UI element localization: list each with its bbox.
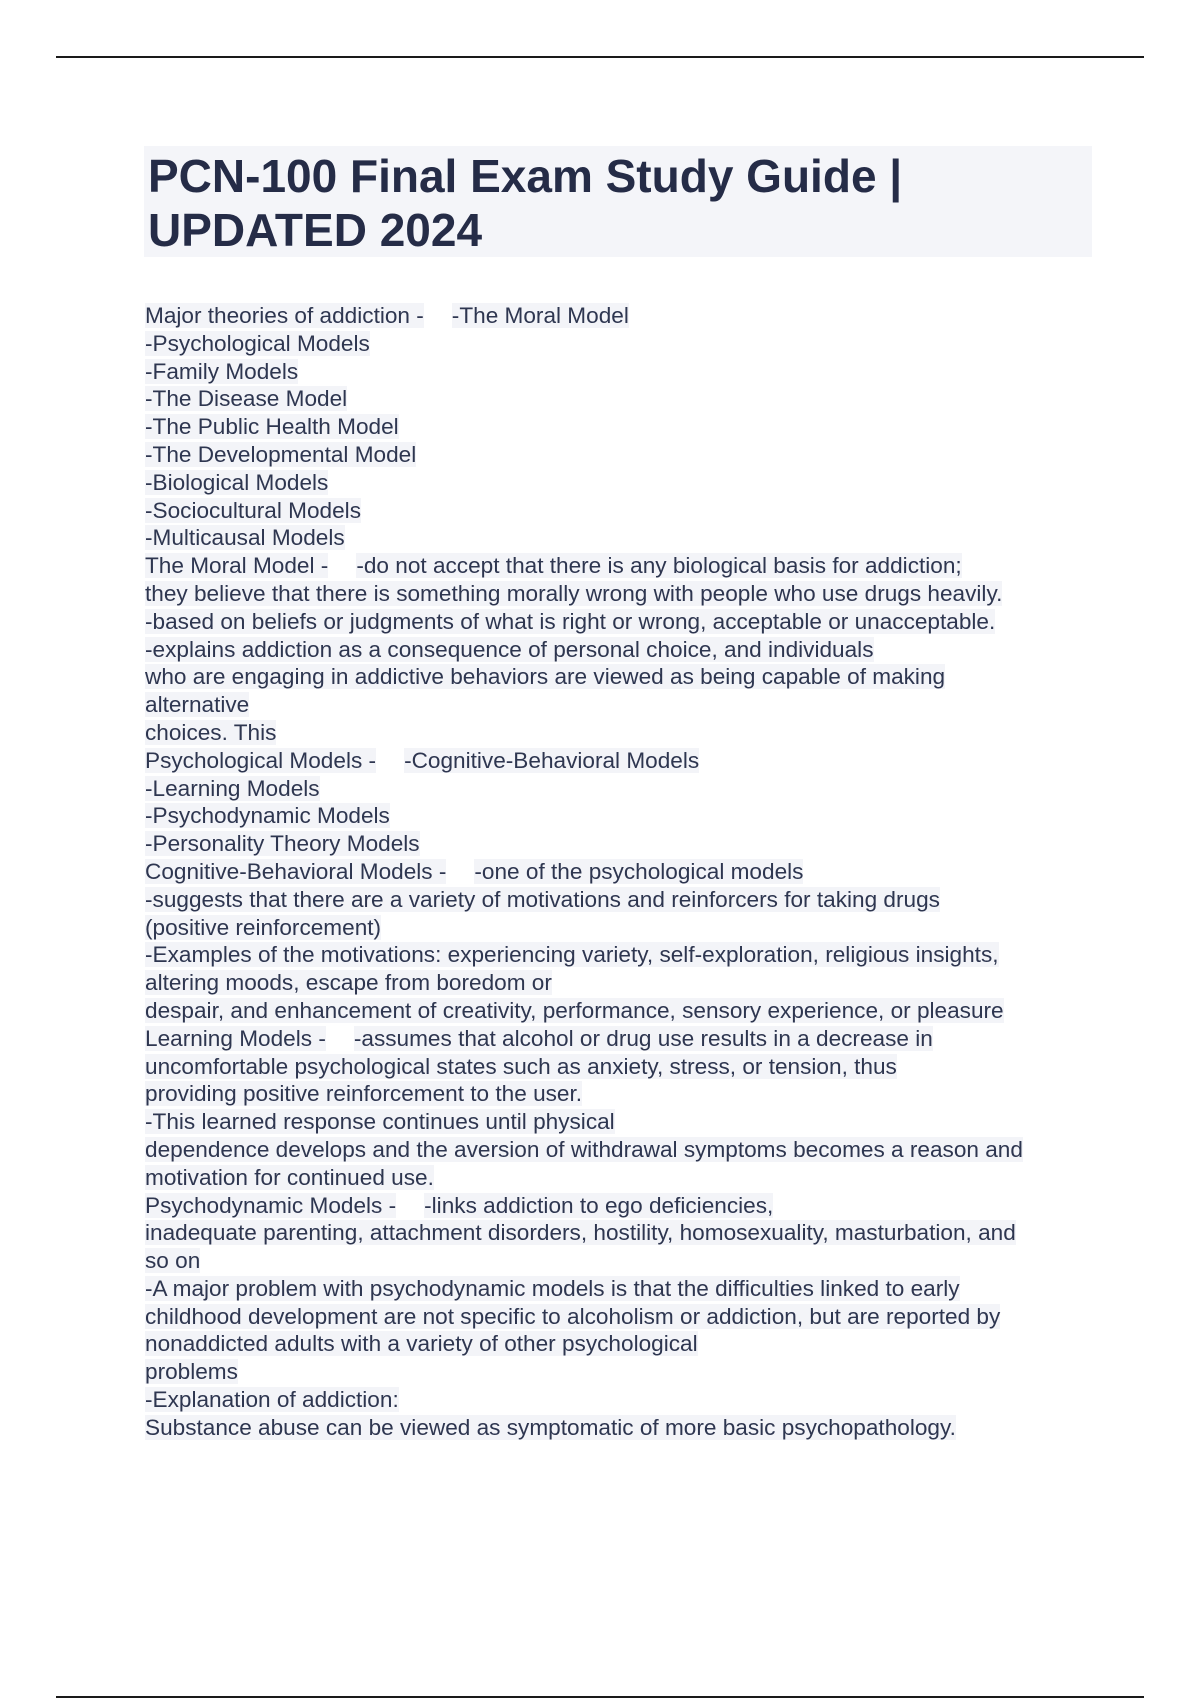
term-line [145, 552, 1095, 580]
line-text: -one of the psychological models [474, 858, 804, 884]
text-line [145, 1219, 1095, 1247]
line-text: -do not accept that there is any biological basis for addiction; [356, 553, 962, 579]
text-line [145, 1136, 1095, 1164]
line-text: who are engaging in addictive behaviors are viewed as being capable of making [145, 664, 946, 690]
line-text: -The Developmental Model [145, 441, 417, 467]
line-text: -Multicausal Models [145, 525, 345, 551]
line-text: despair, and enhancement of creativity, performance, sensory experience, or pleasure [145, 997, 1004, 1023]
text-line [145, 802, 1095, 830]
line-text: dependence develops and the aversion of withdrawal symptoms becomes a reason and [145, 1136, 1023, 1162]
term-line [145, 858, 1095, 886]
top-rule [56, 56, 1144, 58]
text-line [145, 775, 1095, 803]
line-text: -Examples of the motivations: experiencing variety, self-exploration, religious insights, [145, 942, 999, 968]
text-line [145, 330, 1095, 358]
text-line [145, 1053, 1095, 1081]
line-text: -links addiction to ego deficiencies, [424, 1192, 774, 1218]
line-text: uncomfortable psychological states such as anxiety, stress, or tension, thus [145, 1053, 897, 1079]
line-text: nonaddicted adults with a variety of other psychological [145, 1331, 698, 1357]
line-text: -A major problem with psychodynamic models is that the difficulties linked to early [145, 1275, 960, 1301]
term-line [145, 302, 1095, 330]
text-line [145, 385, 1095, 413]
line-text: -Learning Models [145, 775, 320, 801]
text-line [145, 636, 1095, 664]
line-text: providing positive reinforcement to the user. [145, 1081, 583, 1107]
term-label: Psychological Models - [145, 747, 377, 773]
line-text: -Psychodynamic Models [145, 803, 390, 829]
title-line-1: PCN-100 Final Exam Study Guide | [148, 150, 903, 202]
line-text: -Personality Theory Models [145, 831, 420, 857]
text-line [145, 1303, 1095, 1331]
text-line [145, 580, 1095, 608]
text-line [145, 691, 1095, 719]
text-line [145, 997, 1095, 1025]
line-text: -suggests that there are a variety of motivations and reinforcers for taking drugs [145, 886, 940, 912]
text-line [145, 941, 1095, 969]
line-text: motivation for continued use. [145, 1164, 434, 1190]
text-line [145, 1330, 1095, 1358]
line-text: choices. This [145, 719, 277, 745]
term-label: Cognitive-Behavioral Models - [145, 858, 447, 884]
term-line [145, 1192, 1095, 1220]
line-text: problems [145, 1359, 238, 1385]
text-line [145, 469, 1095, 497]
title-line-2: UPDATED 2024 [148, 204, 483, 256]
text-line [145, 441, 1095, 469]
text-line [145, 1358, 1095, 1386]
text-line [145, 1080, 1095, 1108]
bottom-rule [56, 1696, 1144, 1698]
line-text: inadequate parenting, attachment disorders, hostility, homosexuality, masturbation, and [145, 1220, 1016, 1246]
text-line [145, 358, 1095, 386]
line-text: -Biological Models [145, 469, 329, 495]
line-text: -Explanation of addiction: [145, 1387, 399, 1413]
text-line [145, 914, 1095, 942]
line-text: -Cognitive-Behavioral Models [404, 747, 700, 773]
text-line [145, 1275, 1095, 1303]
line-text: alternative [145, 692, 250, 718]
text-line [145, 1108, 1095, 1136]
line-text: -The Moral Model [451, 303, 629, 328]
text-line [145, 719, 1095, 747]
line-text: childhood development are not specific to alcoholism or addiction, but are reported by [145, 1303, 1001, 1329]
line-text: -This learned response continues until physical [145, 1109, 615, 1135]
line-text: -assumes that alcohol or drug use results in a decrease in [353, 1025, 933, 1051]
text-line [145, 524, 1095, 552]
term-line [145, 747, 1095, 775]
line-text: -The Disease Model [145, 386, 348, 412]
text-line [145, 886, 1095, 914]
title-block [144, 146, 1092, 257]
term-label: The Moral Model - [145, 553, 329, 579]
term-label: Learning Models - [145, 1025, 326, 1051]
text-line [145, 1386, 1095, 1414]
line-text: -The Public Health Model [145, 414, 399, 440]
line-text: altering moods, escape from boredom or [145, 970, 552, 996]
page-title [148, 146, 1088, 257]
term-line [145, 1025, 1095, 1053]
text-line [145, 1247, 1095, 1275]
text-line [145, 413, 1095, 441]
line-text: -explains addiction as a consequence of personal choice, and individuals [145, 636, 874, 662]
line-text: so on [145, 1248, 201, 1274]
text-line [145, 1414, 1095, 1442]
text-line [145, 608, 1095, 636]
text-line [145, 497, 1095, 525]
line-text: -Family Models [145, 358, 299, 384]
line-text: -Sociocultural Models [145, 497, 361, 523]
term-label: Major theories of addiction - [145, 303, 424, 328]
text-line [145, 969, 1095, 997]
line-text: (positive reinforcement) [145, 914, 382, 940]
line-text: -based on beliefs or judgments of what is right or wrong, acceptable or unacceptable. [145, 608, 996, 634]
study-guide-body [145, 302, 1095, 1442]
text-line [145, 663, 1095, 691]
text-line [145, 830, 1095, 858]
term-label: Psychodynamic Models - [145, 1192, 397, 1218]
line-text: Substance abuse can be viewed as symptomatic of more basic psychopathology. [145, 1414, 956, 1440]
line-text: they believe that there is something morally wrong with people who use drugs heavily. [145, 580, 1003, 606]
text-line [145, 1164, 1095, 1192]
line-text: -Psychological Models [145, 330, 370, 356]
